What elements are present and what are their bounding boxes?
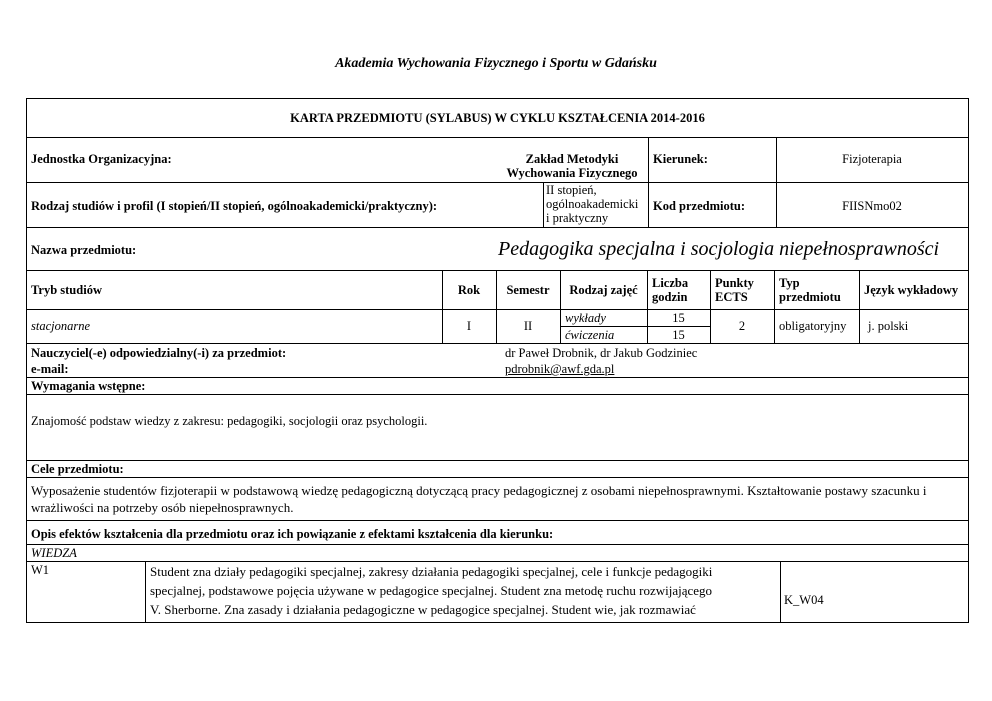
- teacher-label: Nauczyciel(-e) odpowiedzialny(-i) za przedmiot:: [31, 346, 287, 360]
- col-type-header-line2: przedmiotu: [779, 290, 841, 304]
- ects-value: 2: [738, 319, 746, 333]
- course-code-value: FIISNmo02: [842, 199, 902, 213]
- studies-type-value-line2: ogólnoakademicki: [546, 197, 639, 211]
- subject-name: Pedagogika specjalna i socjologia niepełnosprawności: [498, 238, 940, 260]
- studies-type-value-line1: II stopień,: [546, 183, 597, 197]
- col-class-type-header: Rodzaj zajęć: [569, 283, 638, 297]
- outcome-w1-line3: V. Sherborne. Zna zasady i działania pedagogiczne w pedagogice specjalnej. Student wie, jak rozmawiać: [150, 602, 696, 617]
- outcome-w1-ref: K_W04: [784, 593, 824, 607]
- col-mode-header: Tryb studiów: [31, 283, 102, 297]
- teacher-value: dr Paweł Drobnik, dr Jakub Godziniec: [505, 346, 698, 360]
- unit-label: Jednostka Organizacyjna:: [31, 152, 172, 166]
- goals-text: Wyposażenie studentów fizjoterapii w podstawową wiedzę pedagogiczną dotyczącą pracy pedagogicznej z osobami niepełnosprawnymi. Kształtowanie postawy szacunku i wrażliwości na potrzeby osób niepełnosprawnych.: [31, 483, 927, 515]
- requirements-text: Znajomość podstaw wiedzy z zakresu: pedagogiki, socjologii oraz psychologii.: [31, 414, 428, 428]
- col-hours-header-line1: Liczba: [652, 276, 689, 290]
- email-label: e-mail:: [31, 362, 69, 376]
- outcomes-label: Opis efektów kształcenia dla przedmiotu oraz ich powiązanie z efektami kształcenia dla kierunku:: [31, 527, 554, 541]
- col-language-header: Język wykładowy: [864, 283, 959, 297]
- outcome-w1-line1: Student zna działy pedagogiki specjalnej, zakresy działania pedagogiki specjalnej, cele i funkcje pedagogiki: [150, 564, 713, 579]
- subject-type-value: obligatoryjny: [779, 319, 847, 333]
- class-type-exercises: ćwiczenia: [565, 328, 615, 342]
- subject-label: Nazwa przedmiotu:: [31, 243, 137, 257]
- col-ects-header-line1: Punkty: [715, 276, 754, 290]
- email-link[interactable]: pdrobnik@awf.gda.pl: [505, 362, 615, 376]
- semester-value: II: [523, 319, 533, 333]
- unit-value-line1: Zakład Metodyki: [525, 152, 619, 166]
- hours-exercises: 15: [672, 328, 685, 342]
- hours-lectures: 15: [672, 311, 685, 325]
- outcomes-section-knowledge: WIEDZA: [31, 546, 77, 560]
- language-value: j. polski: [868, 319, 909, 333]
- mode-value: stacjonarne: [31, 319, 91, 333]
- col-semester-header: Semestr: [506, 283, 550, 297]
- institution-header: Akademia Wychowania Fizycznego i Sportu w Gdańsku: [335, 56, 657, 71]
- col-ects-header-line2: ECTS: [715, 290, 748, 304]
- studies-type-label: Rodzaj studiów i profil (I stopień/II stopień, ogólnoakademicki/praktyczny):: [31, 199, 438, 213]
- outcome-w1-line2: specjalnej, podstawowe pojęcia używane w pedagogice specjalnej. Student zna metodę ruchu rozwijającego: [150, 583, 713, 598]
- year-value: I: [466, 319, 472, 333]
- goals-label: Cele przedmiotu:: [31, 462, 124, 476]
- col-year-header: Rok: [457, 283, 481, 297]
- field-of-study-label: Kierunek:: [653, 152, 708, 166]
- class-type-lectures: wykłady: [565, 311, 606, 325]
- card-title: KARTA PRZEDMIOTU (SYLABUS) W CYKLU KSZTAŁCENIA 2014-2016: [290, 111, 705, 125]
- col-hours-header-line2: godzin: [652, 290, 688, 304]
- unit-value-line2: Wychowania Fizycznego: [506, 166, 638, 180]
- studies-type-value-line3: i praktyczny: [546, 211, 609, 225]
- outcome-code-w1: W1: [31, 563, 50, 577]
- field-of-study-value: Fizjoterapia: [842, 152, 902, 166]
- col-type-header-line1: Typ: [779, 276, 800, 290]
- requirements-label: Wymagania wstępne:: [31, 379, 146, 393]
- course-code-label: Kod przedmiotu:: [653, 199, 746, 213]
